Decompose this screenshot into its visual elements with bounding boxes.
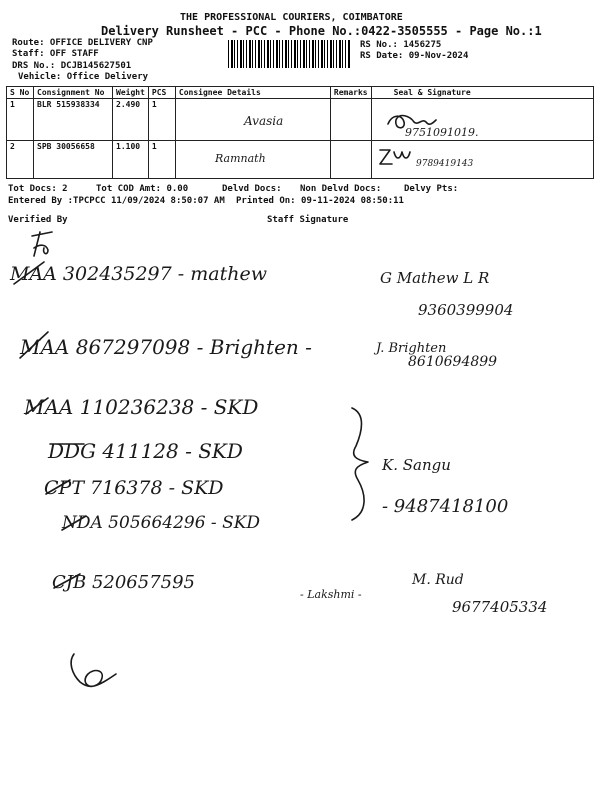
- hw-line-2-sign: J. Brighten: [376, 341, 447, 356]
- drs-number: DRS No.: DCJB145627501: [12, 61, 132, 71]
- hw-line-7-phone: 9677405334: [452, 598, 548, 616]
- hw-line-1: MAA 302435297 - mathew: [10, 263, 267, 285]
- row-weight: 1.100: [113, 141, 149, 179]
- hw-line-7-sign: M. Rud: [412, 572, 464, 588]
- hw-strike-2: [20, 332, 48, 358]
- hw-brace: [352, 408, 368, 520]
- hw-consignee-2: Ramnath: [215, 152, 266, 165]
- row-pcs: 1: [148, 141, 175, 179]
- row-sno: 2: [7, 141, 34, 179]
- hw-strike-7: [54, 574, 80, 588]
- col-header-consignment: Consignment No: [34, 87, 113, 99]
- table-header-row: [7, 87, 594, 99]
- runsheet-table: [6, 86, 594, 179]
- row-seal: [371, 99, 593, 141]
- hw-line-3: MAA 110236238 - SKD: [24, 395, 259, 419]
- row-sno: 1: [7, 99, 34, 141]
- rs-date: RS Date: 09-Nov-2024: [360, 51, 469, 61]
- delvy-pts: Delvy Pts:: [404, 184, 459, 194]
- row-remarks: [330, 141, 371, 179]
- hw-line-6: NDA 505664296 - SKD: [62, 513, 261, 533]
- staff-label: Staff: OFF STAFF: [12, 49, 99, 59]
- col-header-seal: Seal & Signature: [371, 87, 593, 99]
- hw-line-4: DDG 411128 - SKD: [48, 439, 243, 463]
- row-weight: 2.490: [113, 99, 149, 141]
- row-consignee: [175, 141, 330, 179]
- hw-consignee-1: Avasia: [244, 114, 284, 128]
- hw-line-2: MAA 867297098 - Brighten -: [20, 335, 312, 359]
- row-consignment: SPB 30056658: [34, 141, 113, 179]
- tot-docs: Tot Docs: 2: [8, 184, 68, 194]
- col-header-pcs: PCS: [148, 87, 175, 99]
- company-name: THE PROFESSIONAL COURIERS, COIMBATORE: [180, 12, 403, 23]
- hw-seal-1: 9751091019.: [405, 126, 479, 139]
- rs-number: RS No.: 1456275: [360, 40, 442, 50]
- route-label: Route: OFFICE DELIVERY CNP: [12, 38, 153, 48]
- table-row: [7, 141, 594, 179]
- hw-line-2-phone: 8610694899: [408, 354, 498, 370]
- tot-cod: Tot COD Amt: 0.00: [96, 184, 189, 194]
- hw-seal-2: 9789419143: [416, 159, 474, 169]
- barcode: [228, 40, 350, 68]
- table-row: [7, 99, 594, 141]
- delvd-docs: Delvd Docs:: [222, 184, 282, 194]
- hw-line-7: CJB 520657595: [52, 572, 196, 593]
- verified-by: Verified By: [8, 215, 68, 225]
- hw-line-1-sign: G Mathew L R: [380, 269, 490, 287]
- runsheet-title: Delivery Runsheet - PCC - Phone No.:0422-3505555 - Page No.:1: [101, 24, 542, 38]
- hw-line-5: CPT 716378 - SKD: [44, 477, 224, 499]
- hw-strike-3: [26, 398, 48, 414]
- col-header-consignee: Consignee Details: [175, 87, 330, 99]
- col-header-remarks: Remarks: [330, 87, 371, 99]
- hw-verified-initial: [32, 232, 52, 256]
- row-consignee: [175, 99, 330, 141]
- entered-by: Entered By :TPCPCC 11/09/2024 8:50:07 AM: [8, 196, 225, 206]
- hw-line-1-phone: 9360399904: [418, 301, 514, 319]
- staff-signature: Staff Signature: [267, 215, 349, 225]
- hw-bottom-signature: [71, 654, 116, 686]
- row-seal: [371, 141, 593, 179]
- vehicle-label: Vehicle: Office Delivery: [18, 72, 149, 82]
- hw-skd-sign: K. Sangu: [382, 456, 451, 474]
- hw-line-7-name: - Lakshmi -: [300, 588, 362, 601]
- hw-strike-6: [62, 516, 86, 530]
- col-header-weight: Weight: [113, 87, 149, 99]
- hw-strike-5: [46, 480, 70, 494]
- hw-skd-phone: - 9487418100: [382, 496, 509, 517]
- non-delvd-docs: Non Delvd Docs:: [300, 184, 382, 194]
- row-consignment: BLR 515938334: [34, 99, 113, 141]
- printed-on: Printed On: 09-11-2024 08:50:11: [236, 196, 404, 206]
- row-remarks: [330, 99, 371, 141]
- col-header-sno: S No: [7, 87, 34, 99]
- hw-strike-1: [14, 262, 44, 284]
- row-pcs: 1: [148, 99, 175, 141]
